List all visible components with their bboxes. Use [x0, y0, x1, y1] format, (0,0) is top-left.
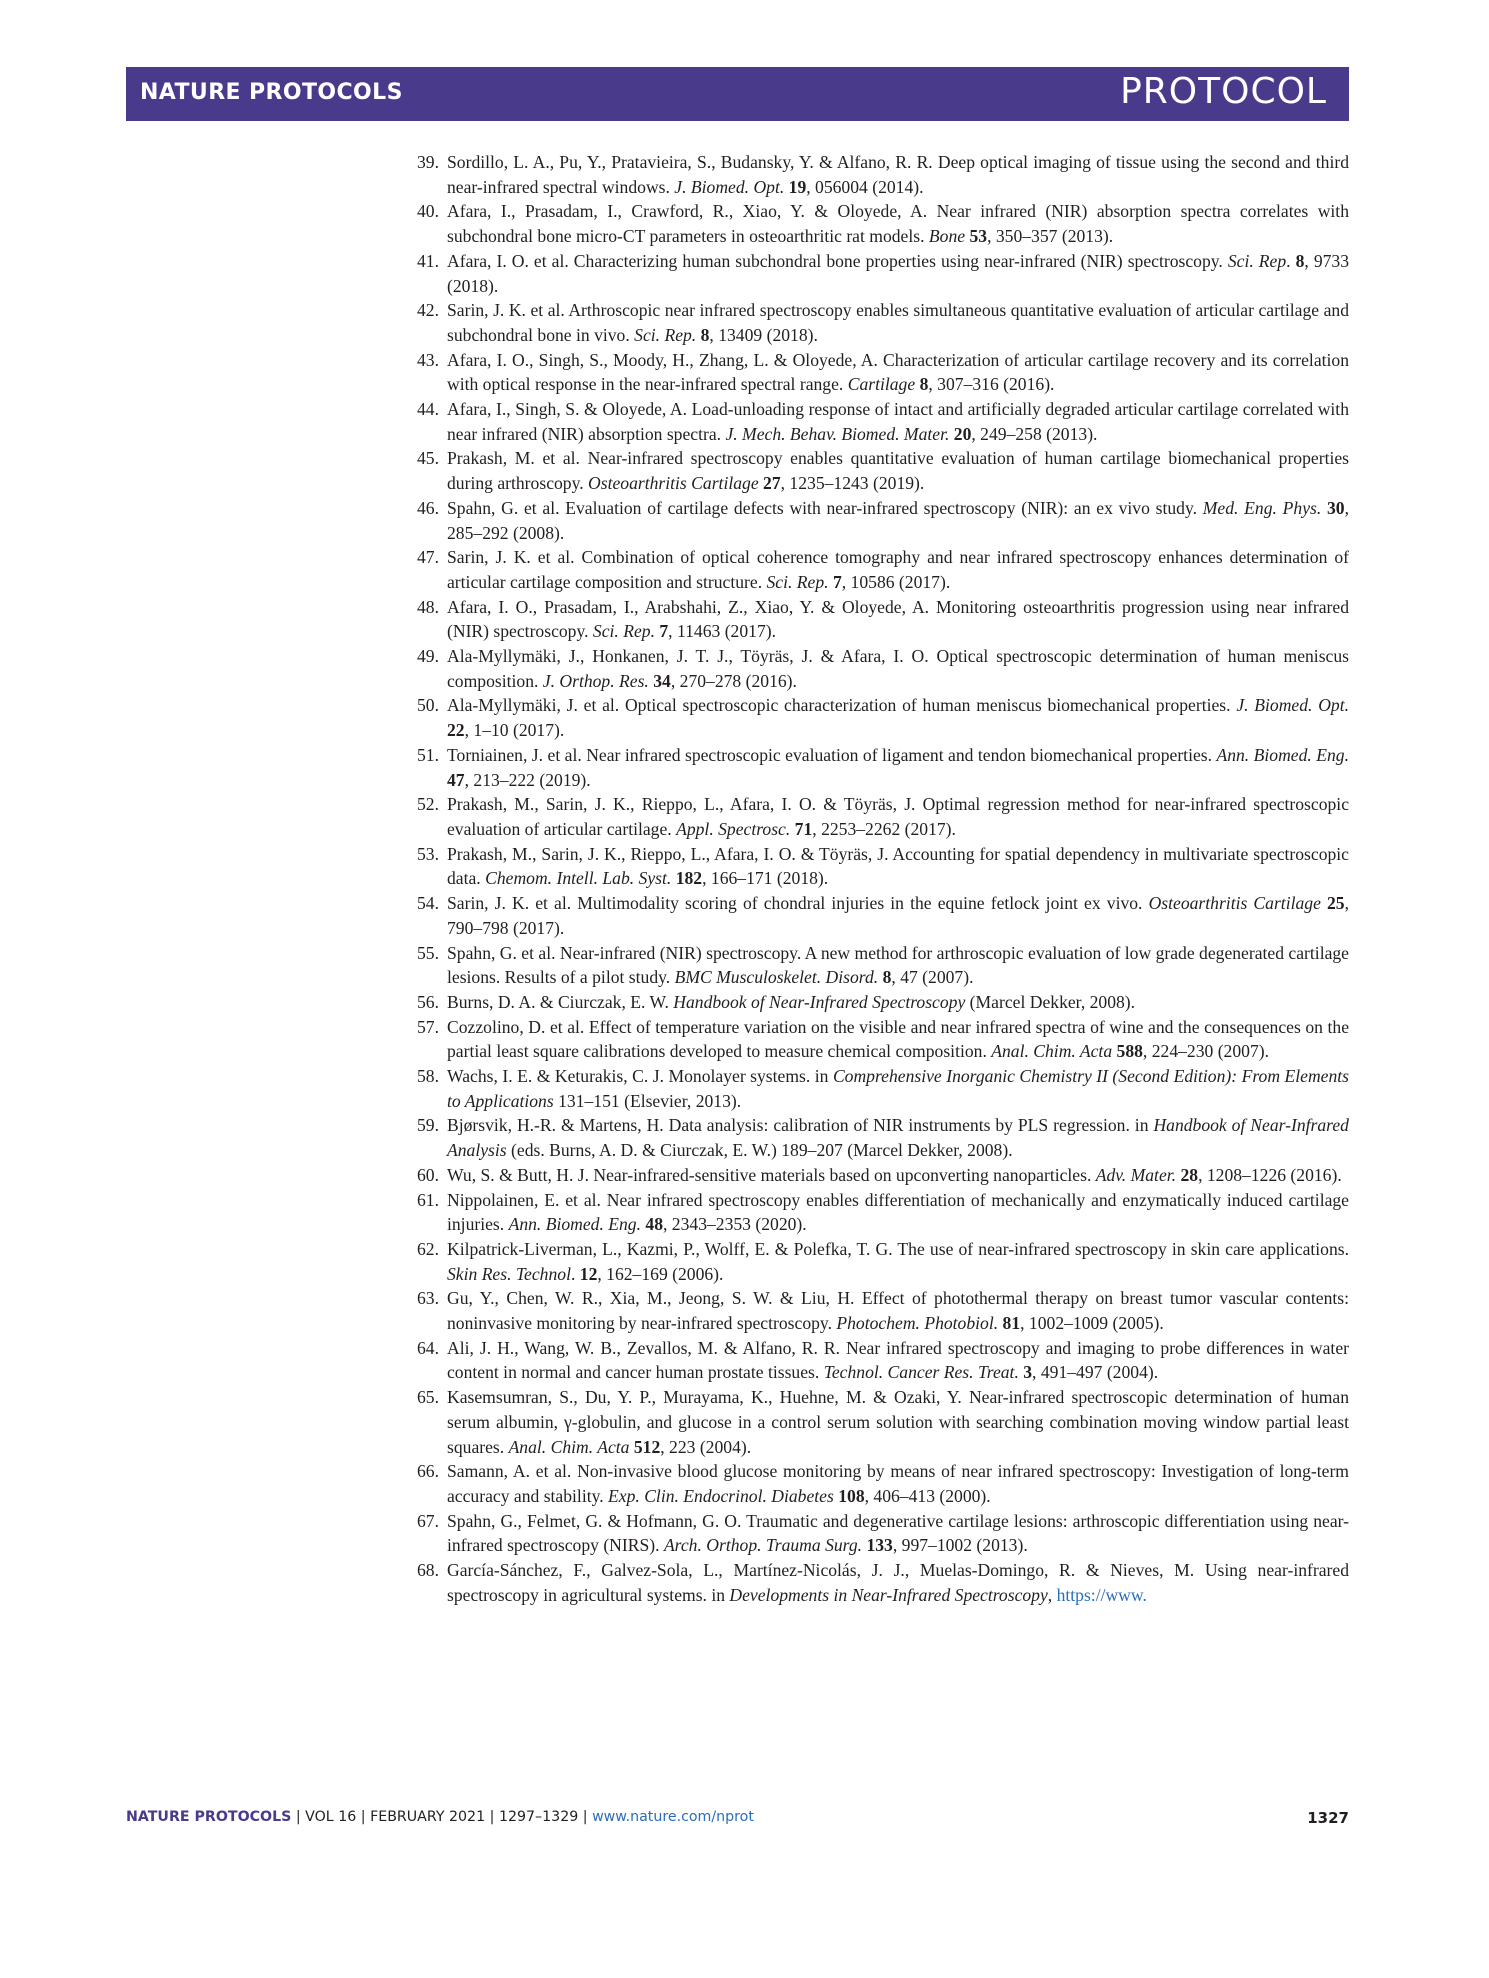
reference-text: Sarin, J. K. et al. Arthroscopic near infrared spectroscopy enables simultaneous quantitative evaluation of articular cartilage and subchondral bone in vivo.	[447, 300, 1349, 345]
reference-number: 57.	[417, 1016, 439, 1037]
reference-volume: 19	[788, 176, 807, 197]
reference-number: 65.	[417, 1387, 439, 1408]
reference-text: Sarin, J. K. et al. Combination of optical coherence tomography and near infrared spectroscopy enhances determination of articular cartilage composition and structure.	[447, 547, 1349, 592]
reference-text: Kilpatrick-Liverman, L., Kazmi, P., Wolff, E. & Polefka, T. G. The use of near-infrared spectroscopy in skin care applications.	[447, 1238, 1349, 1259]
reference-source-title: Exp. Clin. Endocrinol. Diabetes	[608, 1485, 834, 1506]
reference-volume: 28	[1180, 1164, 1199, 1185]
reference-item	[405, 842, 1349, 891]
reference-text: Ali, J. H., Wang, W. B., Zevallos, M. & Alfano, R. R. Near infrared spectroscopy and imaging to probe differences in water content in normal and cancer human prostate tissues.	[447, 1337, 1349, 1383]
reference-item	[405, 1509, 1349, 1558]
reference-source-title: J. Orthop. Res.	[542, 670, 649, 691]
reference-number: 55.	[417, 942, 439, 963]
reference-text: Afara, I. O. et al. Characterizing human subchondral bone properties using near-infrared (NIR) spectroscopy.	[447, 250, 1228, 271]
reference-text: , 056004 (2014).	[806, 176, 924, 197]
reference-text: Afara, I., Prasadam, I., Crawford, R., Xiao, Y. & Oloyede, A. Near infrared (NIR) absorption spectra correlates with subchondral bone micro-CT parameters in osteoarthritic rat models.	[447, 201, 1349, 247]
footer-journal-name: NATURE PROTOCOLS	[126, 1809, 292, 1825]
footer-journal-url[interactable]: www.nature.com/nprot	[592, 1809, 754, 1825]
reference-text: Afara, I., Singh, S. & Oloyede, A. Load-unloading response of intact and artificially degraded articular cartilage correlated with near infrared (NIR) absorption spectra.	[447, 399, 1349, 444]
reference-item	[405, 1113, 1349, 1162]
reference-text: Burns, D. A. & Ciurczak, E. W.	[447, 991, 674, 1012]
reference-volume: 512	[633, 1436, 661, 1457]
footer-separator: |	[356, 1809, 371, 1825]
reference-number: 52.	[417, 794, 439, 815]
reference-item	[405, 298, 1349, 347]
reference-volume: 7	[659, 621, 669, 642]
reference-item	[405, 595, 1349, 644]
reference-volume: 53	[969, 226, 988, 247]
reference-text: Kasemsumran, S., Du, Y. P., Murayama, K., Huehne, M. & Ozaki, Y. Near-infrared spectroscopic determination of human serum albumin, γ-globulin, and glucose in a control serum solution with searching combination moving window partial least squares.	[447, 1387, 1349, 1457]
reference-source-title: Anal. Chim. Acta	[508, 1436, 630, 1457]
reference-text: , 2253–2262 (2017).	[812, 818, 956, 839]
reference-item	[405, 150, 1349, 199]
reference-number: 44.	[417, 399, 439, 420]
reference-volume: 71	[794, 818, 813, 839]
reference-number: 56.	[417, 991, 439, 1012]
reference-source-title: Ann. Biomed. Eng.	[1216, 744, 1349, 765]
reference-source-title: Appl. Spectrosc.	[676, 818, 791, 839]
reference-text: Ala-Myllymäki, J., Honkanen, J. T. J., Töyräs, J. & Afara, I. O. Optical spectroscopic determination of human meniscus composition.	[447, 646, 1349, 691]
reference-item	[405, 397, 1349, 446]
reference-text: Afara, I. O., Prasadam, I., Arabshahi, Z., Xiao, Y. & Oloyede, A. Monitoring osteoarthritis progression using near infrared (NIR) spectroscopy.	[447, 596, 1349, 642]
reference-item	[405, 1188, 1349, 1237]
reference-number: 68.	[417, 1560, 439, 1581]
reference-item	[405, 1286, 1349, 1335]
reference-source-title: J. Biomed. Opt.	[674, 176, 785, 197]
reference-volume: 47	[447, 769, 465, 790]
reference-item	[405, 249, 1349, 298]
reference-number: 41.	[417, 250, 439, 271]
reference-volume: 22	[447, 720, 465, 741]
reference-volume: 588	[1116, 1041, 1143, 1062]
reference-text: , 350–357 (2013).	[987, 226, 1114, 247]
reference-volume: 182	[675, 868, 703, 889]
reference-text: 131–151 (Elsevier, 2013).	[553, 1090, 742, 1111]
reference-item	[405, 545, 1349, 594]
reference-item	[405, 1015, 1349, 1064]
reference-volume: 81	[1002, 1313, 1021, 1334]
reference-link[interactable]: https://www.	[1056, 1584, 1147, 1605]
reference-source-title: Technol. Cancer Res. Treat.	[823, 1362, 1019, 1383]
reference-source-title: BMC Musculoskelet. Disord.	[674, 967, 879, 988]
reference-text: , 491–497 (2004).	[1032, 1362, 1159, 1383]
reference-item	[405, 1237, 1349, 1286]
reference-text: .	[1286, 250, 1296, 271]
reference-text: , 285–292 (2008).	[447, 497, 1349, 543]
reference-number: 47.	[417, 547, 439, 568]
page-footer	[126, 1809, 1349, 1831]
reference-text: Prakash, M., Sarin, J. K., Rieppo, L., Afara, I. O. & Töyräs, J. Optimal regression method for near-infrared spectroscopic evaluation of articular cartilage.	[447, 794, 1349, 839]
reference-text: Spahn, G., Felmet, G. & Hofmann, G. O. Traumatic and degenerative cartilage lesions: arthroscopic differentiation using near-infrared spectroscopy (NIRS).	[447, 1510, 1349, 1556]
reference-number: 51.	[417, 744, 439, 765]
reference-volume: 8	[700, 324, 710, 345]
reference-text: Nippolainen, E. et al. Near infrared spectroscopy enables differentiation of mechanically and enzymatically induced cartilage injuries.	[447, 1189, 1349, 1235]
reference-source-title: Skin Res. Technol	[447, 1263, 571, 1284]
reference-text: (eds. Burns, A. D. & Ciurczak, E. W.) 189–207 (Marcel Dekker, 2008).	[506, 1140, 1013, 1161]
reference-number: 49.	[417, 646, 439, 667]
reference-text: Gu, Y., Chen, W. R., Xia, M., Jeong, S. W. & Liu, H. Effect of photothermal therapy on breast tumor vascular contents: noninvasive monitoring by near-infrared spectroscopy.	[447, 1288, 1349, 1334]
reference-text: , 223 (2004).	[660, 1436, 752, 1457]
reference-number: 46.	[417, 497, 439, 518]
reference-number: 63.	[417, 1288, 439, 1309]
reference-item	[405, 743, 1349, 792]
reference-volume: 20	[953, 423, 972, 444]
reference-item	[405, 1385, 1349, 1459]
reference-text: Spahn, G. et al. Evaluation of cartilage defects with near-infrared spectroscopy (NIR): an ex vivo study.	[447, 497, 1203, 518]
reference-text: , 1235–1243 (2019).	[780, 473, 925, 494]
reference-volume: 34	[653, 670, 671, 691]
reference-text: Prakash, M., Sarin, J. K., Rieppo, L., Afara, I. O. & Töyräs, J. Accounting for spatial dependency in multivariate spectroscopic data.	[447, 843, 1349, 889]
reference-item	[405, 348, 1349, 397]
reference-text: , 270–278 (2016).	[670, 670, 797, 691]
reference-number: 64.	[417, 1337, 439, 1358]
reference-number: 66.	[417, 1461, 439, 1482]
reference-text: , 11463 (2017).	[668, 621, 777, 642]
reference-item	[405, 792, 1349, 841]
reference-number: 43.	[417, 349, 439, 370]
reference-text: , 166–171 (2018).	[702, 868, 829, 889]
reference-text: , 2343–2353 (2020).	[663, 1214, 807, 1235]
reference-volume: 48	[645, 1214, 663, 1235]
reference-number: 61.	[417, 1189, 439, 1210]
reference-text: , 1–10 (2017).	[464, 720, 565, 741]
reference-item	[405, 1064, 1349, 1113]
reference-item	[405, 1336, 1349, 1385]
reference-item	[405, 496, 1349, 545]
page-number: 1327	[1307, 1809, 1349, 1827]
footer-separator: |	[485, 1809, 499, 1825]
reference-text: , 162–169 (2006).	[597, 1263, 724, 1284]
reference-source-title: Sci. Rep.	[766, 571, 829, 592]
reference-text: Spahn, G. et al. Near-infrared (NIR) spectroscopy. A new method for arthroscopic evaluation of low grade degenerated cartilage lesions. Results of a pilot study.	[447, 942, 1349, 988]
reference-text: ,	[1047, 1584, 1057, 1605]
reference-text: , 997–1002 (2013).	[892, 1535, 1028, 1556]
reference-source-title: Comprehensive Inorganic Chemistry II (Second Edition): From Elements to Applications	[447, 1066, 1349, 1111]
reference-text: Prakash, M. et al. Near-infrared spectroscopy enables quantitative evaluation of human cartilage biomechanical properties during arthroscopy.	[447, 448, 1349, 494]
reference-text: , 1208–1226 (2016).	[1198, 1164, 1342, 1185]
reference-text: , 13409 (2018).	[709, 324, 818, 345]
reference-text: Wachs, I. E. & Keturakis, C. J. Monolayer systems. in	[447, 1066, 833, 1087]
reference-number: 58.	[417, 1066, 439, 1087]
reference-text: , 10586 (2017).	[841, 571, 951, 592]
reference-text: Ala-Myllymäki, J. et al. Optical spectroscopic characterization of human meniscus biomechanical properties.	[447, 695, 1237, 716]
reference-volume: 133	[866, 1535, 893, 1556]
reference-number: 48.	[417, 596, 439, 617]
reference-source-title: J. Biomed. Opt.	[1236, 695, 1349, 716]
reference-volume: 7	[832, 571, 842, 592]
reference-text: Afara, I. O., Singh, S., Moody, H., Zhang, L. & Oloyede, A. Characterization of articular cartilage recovery and its correlation with optical response in the near-infrared spectral range.	[447, 349, 1349, 395]
reference-text: , 790–798 (2017).	[447, 893, 1349, 938]
reference-text: , 249–258 (2013).	[971, 423, 1098, 444]
reference-volume: 27	[763, 473, 781, 494]
reference-source-title: J. Mech. Behav. Biomed. Mater.	[725, 423, 950, 444]
reference-item	[405, 446, 1349, 495]
reference-source-title: Adv. Mater.	[1095, 1164, 1177, 1185]
reference-number: 62.	[417, 1238, 439, 1259]
reference-number: 53.	[417, 843, 439, 864]
reference-source-title: Sci. Rep	[1227, 250, 1287, 271]
footer-volume: VOL 16	[305, 1809, 357, 1825]
reference-source-title: Photochem. Photobiol.	[836, 1313, 999, 1334]
reference-number: 60.	[417, 1164, 439, 1185]
reference-item	[405, 1459, 1349, 1508]
reference-number: 59.	[417, 1115, 439, 1136]
footer-page-range: 1297–1329	[498, 1809, 579, 1825]
reference-source-title: Arch. Orthop. Trauma Surg.	[663, 1535, 863, 1556]
reference-source-title: Handbook of Near-Infrared Analysis	[447, 1115, 1349, 1161]
reference-text: Cozzolino, D. et al. Effect of temperature variation on the visible and near infrared spectra of wine and the consequences on the partial least square calibrations developed to measure chemical composition.	[447, 1016, 1349, 1062]
reference-source-title: Anal. Chim. Acta	[991, 1041, 1113, 1062]
footer-date: FEBRUARY 2021	[370, 1809, 486, 1825]
reference-volume: 8	[919, 374, 929, 395]
reference-text: Sarin, J. K. et al. Multimodality scoring of chondral injuries in the equine fetlock joint ex vivo.	[447, 893, 1149, 914]
reference-item	[405, 644, 1349, 693]
reference-text: Samann, A. et al. Non-invasive blood glucose monitoring by means of near infrared spectroscopy: Investigation of long-term accuracy and stability.	[447, 1461, 1349, 1506]
reference-source-title: Osteoarthritis Cartilage	[1148, 893, 1321, 914]
article-type: PROTOCOL	[1120, 71, 1327, 112]
reference-text: , 307–316 (2016).	[928, 374, 1055, 395]
reference-item	[405, 693, 1349, 742]
journal-name: NATURE PROTOCOLS	[140, 80, 403, 105]
reference-text: , 224–230 (2007).	[1142, 1041, 1269, 1062]
reference-text: García-Sánchez, F., Galvez-Sola, L., Martínez-Nicolás, J. J., Muelas-Domingo, R. & Nieves, M. Using near-infrared spectroscopy in agricultural systems. in	[447, 1560, 1349, 1605]
reference-volume: 8	[1295, 250, 1305, 271]
reference-number: 42.	[417, 300, 439, 321]
reference-item	[405, 891, 1349, 940]
reference-volume: 30	[1327, 497, 1345, 518]
reference-number: 45.	[417, 448, 439, 469]
reference-text: (Marcel Dekker, 2008).	[965, 991, 1136, 1012]
reference-text: , 1002–1009 (2005).	[1020, 1313, 1164, 1334]
reference-number: 39.	[417, 152, 439, 172]
reference-volume: 3	[1023, 1362, 1033, 1383]
reference-item	[405, 990, 1349, 1015]
reference-volume: 108	[838, 1485, 865, 1506]
reference-text: Bjørsvik, H.-R. & Martens, H. Data analysis: calibration of NIR instruments by PLS regression. in	[447, 1115, 1154, 1136]
reference-source-title: Osteoarthritis Cartilage	[588, 473, 759, 494]
reference-volume: 8	[882, 967, 892, 988]
reference-source-title: Sci. Rep.	[592, 621, 655, 642]
reference-number: 50.	[417, 695, 439, 716]
reference-source-title: Ann. Biomed. Eng.	[508, 1214, 641, 1235]
reference-number: 40.	[417, 201, 439, 222]
reference-volume: 25	[1327, 893, 1345, 914]
reference-source-title: Chemom. Intell. Lab. Syst.	[485, 868, 672, 889]
reference-item	[405, 199, 1349, 248]
reference-volume: 12	[579, 1263, 598, 1284]
reference-number: 67.	[417, 1510, 439, 1531]
reference-source-title: Med. Eng. Phys.	[1202, 497, 1322, 518]
reference-text: , 406–413 (2000).	[864, 1485, 991, 1506]
reference-number: 54.	[417, 893, 439, 914]
reference-text: .	[570, 1263, 580, 1284]
reference-item	[405, 941, 1349, 990]
reference-text: , 213–222 (2019).	[464, 769, 591, 790]
reference-item	[405, 1558, 1349, 1607]
reference-source-title: Cartilage	[847, 374, 916, 395]
reference-source-title: Sci. Rep.	[634, 324, 697, 345]
reference-list	[405, 150, 1349, 1607]
reference-text: Wu, S. & Butt, H. J. Near-infrared-sensitive materials based on upconverting nanoparticles.	[447, 1164, 1096, 1185]
reference-text: Torniainen, J. et al. Near infrared spectroscopic evaluation of ligament and tendon biomechanical properties.	[447, 744, 1217, 765]
journal-header-banner	[126, 67, 1349, 121]
reference-source-title: Handbook of Near-Infrared Spectroscopy	[673, 991, 966, 1012]
footer-separator: |	[578, 1809, 593, 1825]
reference-item	[405, 1163, 1349, 1188]
reference-text: , 47 (2007).	[891, 967, 974, 988]
reference-text: , 9733 (2018).	[447, 250, 1350, 296]
reference-source-title: Developments in Near-Infrared Spectroscopy	[729, 1584, 1048, 1605]
footer-separator: |	[291, 1809, 306, 1825]
reference-source-title: Bone	[928, 226, 966, 247]
reference-text: Sordillo, L. A., Pu, Y., Pratavieira, S., Budansky, Y. & Alfano, R. R. Deep optical imaging of tissue using the second and third near-infrared spectral windows.	[447, 152, 1349, 197]
